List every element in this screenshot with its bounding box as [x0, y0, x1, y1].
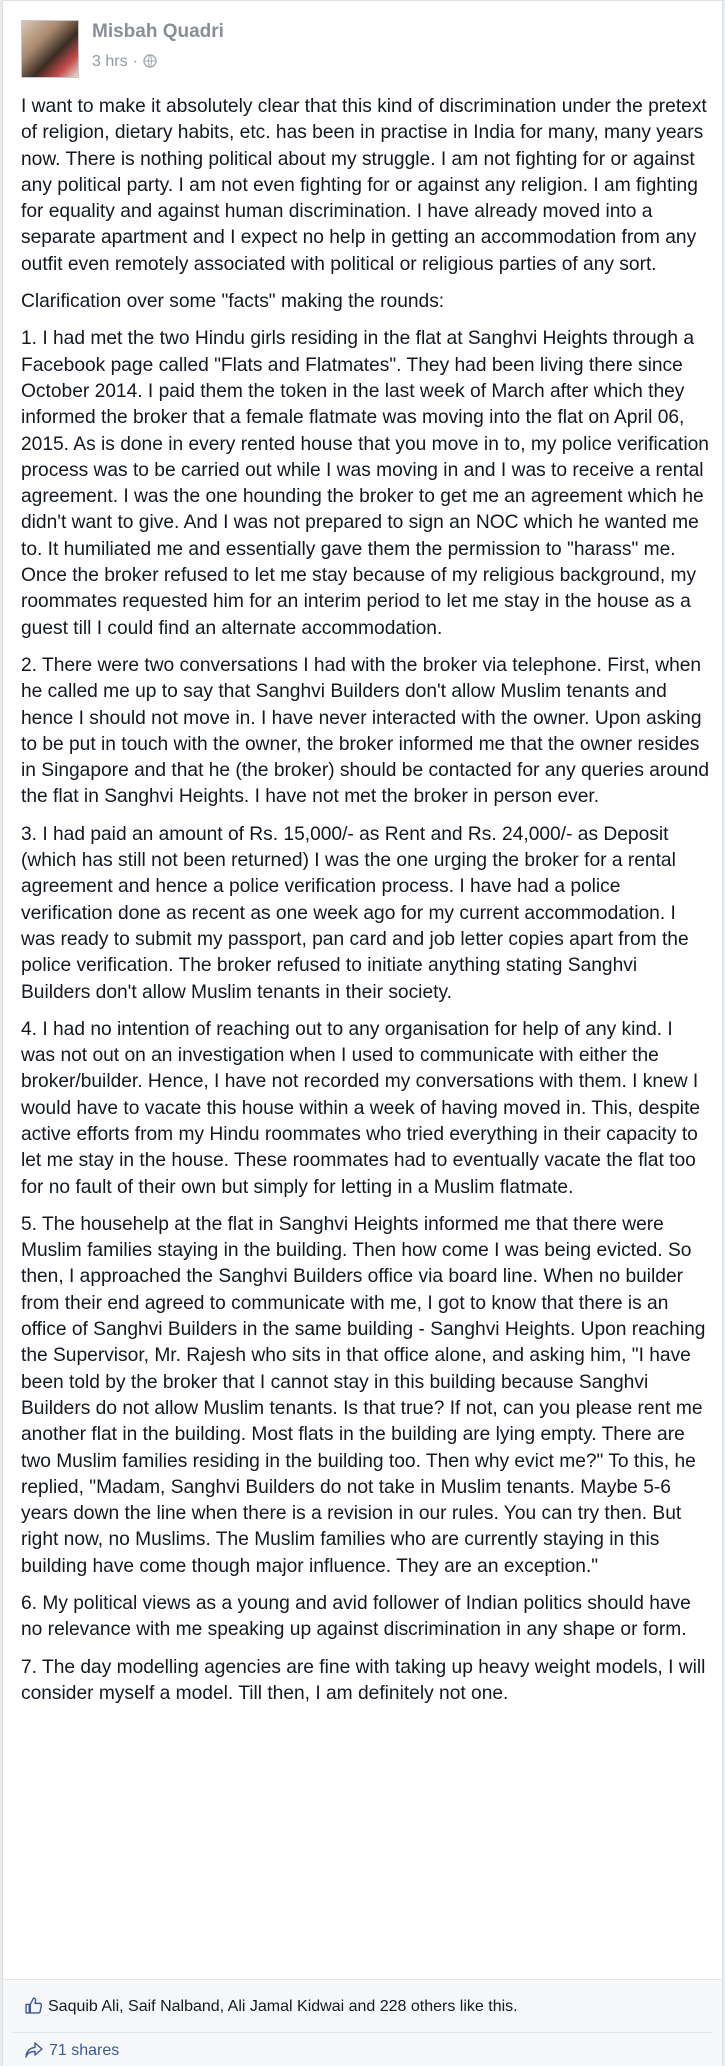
post-body [21, 94, 711, 1718]
likes-text[interactable]: Saquib Ali, Saif Nalband, Ali Jamal Kidwai and 228 others like this. [48, 1998, 518, 2015]
post-paragraph: I want to make it absolutely clear that this kind of discrimination under the pretext of religion, dietary habits, etc. has been in practise in India for many, many years now. There is nothing political about my struggle. I am not fighting for or against any political party. I am not even fighting for or against any religion. I am fighting for equality and against human discrimination. I have already moved into a separate apartment and I expect no help in getting an accommodation from any outfit even remotely associated with political or religious parties of any sort. [21, 96, 707, 275]
shares-count: 71 shares [49, 2042, 120, 2059]
post-paragraph: Clarification over some "facts" making the rounds: [21, 291, 445, 313]
timestamp[interactable]: 3 hrs [92, 53, 128, 70]
share-arrow-icon [25, 2042, 43, 2063]
post-paragraph: 5. The househelp at the flat in Sanghvi Heights informed me that there were Muslim families staying in the building. Then how come I was being evicted. So then, I approached the Sanghvi Builders office via board line. When no builder from their end agreed to communicate with me, I got to know that there is an office of Sanghvi Builders in the same building - Sanghvi Heights. Upon reaching the Supervisor, Mr. Rajesh who sits in that office alone, and asking him, "I have been told by the broker that I cannot stay in this building because Sanghvi Builders do not allow Muslim tenants. Is that true? If not, can you please rent me another flat in the building. Most flats in the building are lying empty. There are two Muslim families residing in the building too. Then why evict me?" To this, he replied, "Madam, Sanghvi Builders do not take in Muslim tenants. Maybe 5-6 years down the line when there is a revision in our rules. You can try then. But right now, no Muslims. The Muslim families who are currently staying in this building have come though major influence. They are an exception." [21, 1213, 706, 1577]
meta-separator: · [132, 53, 138, 70]
globe-icon[interactable] [143, 54, 157, 73]
shares-link[interactable] [25, 2042, 119, 2063]
divider [13, 2032, 712, 2033]
post-meta [92, 53, 157, 73]
post-paragraph: 4. I had no intention of reaching out to any organisation for help of any kind. I was not out on an investigation when I used to communicate with either the broker/builder. Hence, I have not recorded my conversations with them. I knew I would have to vacate this house within a week of having moved in. This, despite active efforts from my Hindu roommates who tried everything in their capacity to let me stay in the house. These roommates had to eventually vacate the flat too for no fault of their own but simply for letting in a Muslim flatmate. [21, 1018, 701, 1198]
post-paragraph: 1. I had met the two Hindu girls residing in the flat at Sanghvi Heights through a Facebook page called "Flats and Flatmates". They had been living there since October 2014. I paid them the token in the last week of March after which they informed the broker that a female flatmate was moving into the flat on April 06, 2015. As is done in every rented house that you move in to, my police verification process was to be carried out while I was moving in and I was to receive a rental agreement. I was the one hounding the broker to get me an agreement which he didn't want to give. And I was not prepared to sign an NOC which he wanted me to. It humiliated me and essentially gave them the permission to "harass" me. Once the broker refused to let me stay because of my religious background, my roommates requested him for an interim period to let me stay in the house as a guest till I could find an alternate accommodation. [21, 328, 709, 639]
post-paragraph: 3. I had paid an amount of Rs. 15,000/- as Rent and Rs. 24,000/- as Deposit (which has still not been returned) I was the one urging the broker for a rental agreement and hence a police verification process. I have had a police verification done as recent as one week ago for my current accommodation. I was ready to submit my passport, pan card and job letter copies apart from the police verification. The broker refused to initiate anything stating Sanghvi Builders don't allow Muslim tenants in their society. [21, 823, 689, 1003]
post-paragraph: 7. The day modelling agencies are fine with taking up heavy weight models, I will consider myself a model. Till then, I am definitely not one. [21, 1656, 706, 1704]
author-name[interactable]: Misbah Quadri [92, 21, 224, 42]
thumbs-up-icon[interactable] [25, 1997, 42, 2019]
post-footer [3, 1979, 722, 2066]
post-paragraph: 2. There were two conversations I had with the broker via telephone. First, when he called me up to say that Sanghvi Builders don't allow Muslim tenants and hence I should not move in. I have never interacted with the owner. Upon asking to be put in touch with the owner, the broker informed me that the owner resides in Singapore and that he (the broker) should be contacted for any queries around the flat in Sanghvi Heights. I have not met the broker in person ever. [21, 654, 710, 808]
likes-row [25, 1997, 518, 2019]
avatar[interactable] [21, 20, 79, 78]
post-paragraph: 6. My political views as a young and avid follower of Indian politics should have no relevance with me speaking up against discrimination in any shape or form. [21, 1593, 691, 1641]
facebook-post [2, 0, 723, 2065]
